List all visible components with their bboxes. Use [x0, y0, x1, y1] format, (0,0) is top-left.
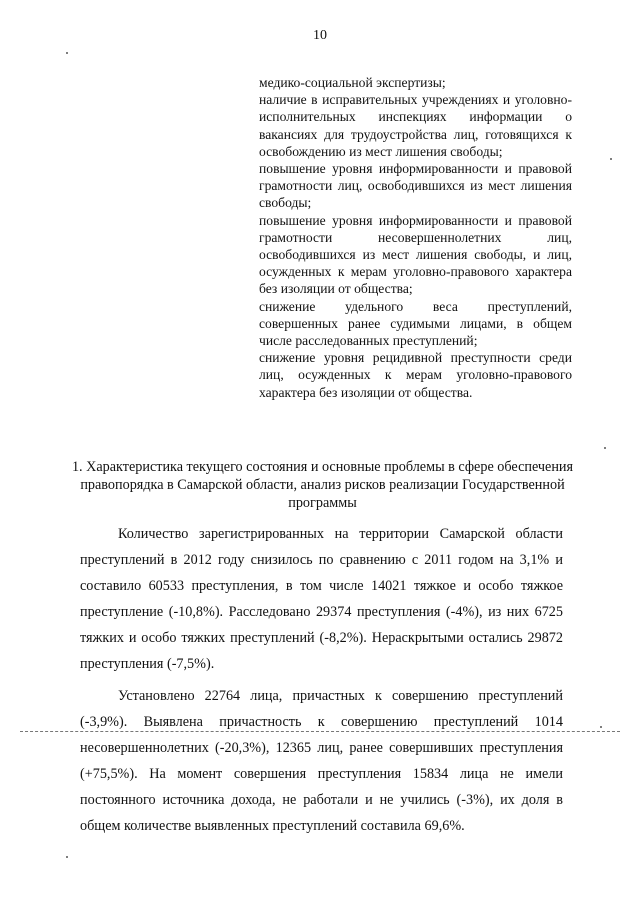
scan-speck [610, 158, 612, 160]
body-text [80, 521, 563, 839]
scan-speck [604, 447, 606, 449]
goals-list [259, 74, 572, 401]
page-number: 10 [313, 28, 327, 43]
list-item: снижение удельного веса преступлений, совершенных ранее судимыми лицами, в общем числе расследованных преступлений; [259, 298, 572, 349]
scan-speck [66, 856, 68, 858]
scan-speck [600, 726, 602, 728]
list-item: наличие в исправительных учреждениях и уголовно-исполнительных инспекциях информации о вакансиях для трудоустройства лиц, готовящихся к освобождению из мест лишения свободы; [259, 92, 572, 159]
list-item: повышение уровня информированности и правовой грамотности несовершеннолетних лиц, освободившихся из мест лишения свободы, и лиц, осужденных к мерам уголовно-правового характера без изоляции от общества; [259, 212, 572, 297]
paragraph: Установлено 22764 лица, причастных к совершению преступлений (-3,9%). Выявлена причастность к совершению преступлений 1014 несовершеннолетних (-20,3%), 12365 лиц, ранее совершивших преступления (+75,5%). На момент совершения преступления 15834 лица не имели постоянного источника дохода, не работали и не учились (-3%), их доля в общем количестве выявленных преступлений составила 69,6%. [80, 688, 563, 834]
section-heading: 1. Характеристика текущего состояния и основные проблемы в сфере обеспечения правопорядка в Самарской области, анализ рисков реализации Государственной программы [71, 459, 574, 511]
list-item: медико-социальной экспертизы; [259, 75, 446, 90]
scan-speck [66, 52, 68, 54]
list-item: повышение уровня информированности и правовой грамотности лиц, освободившихся из мест лишения свободы; [259, 161, 572, 211]
list-item: снижение уровня рецидивной преступности среди лиц, осужденных к мерам уголовно-правового характера без изоляции от общества. [259, 350, 572, 400]
paragraph: Количество зарегистрированных на территории Самарской области преступлений в 2012 году снизилось по сравнению с 2011 годом на 3,1% и составило 60533 преступления, в том числе 14021 тяжкое и особо тяжкое преступление (-10,8%). Расследовано 29374 преступления (-4%), из них 6725 тяжких и особо тяжких преступлений (-8,2%). Нераскрытыми остались 29872 преступления (-7,5%). [80, 526, 563, 672]
scan-artifact-line [20, 731, 620, 732]
